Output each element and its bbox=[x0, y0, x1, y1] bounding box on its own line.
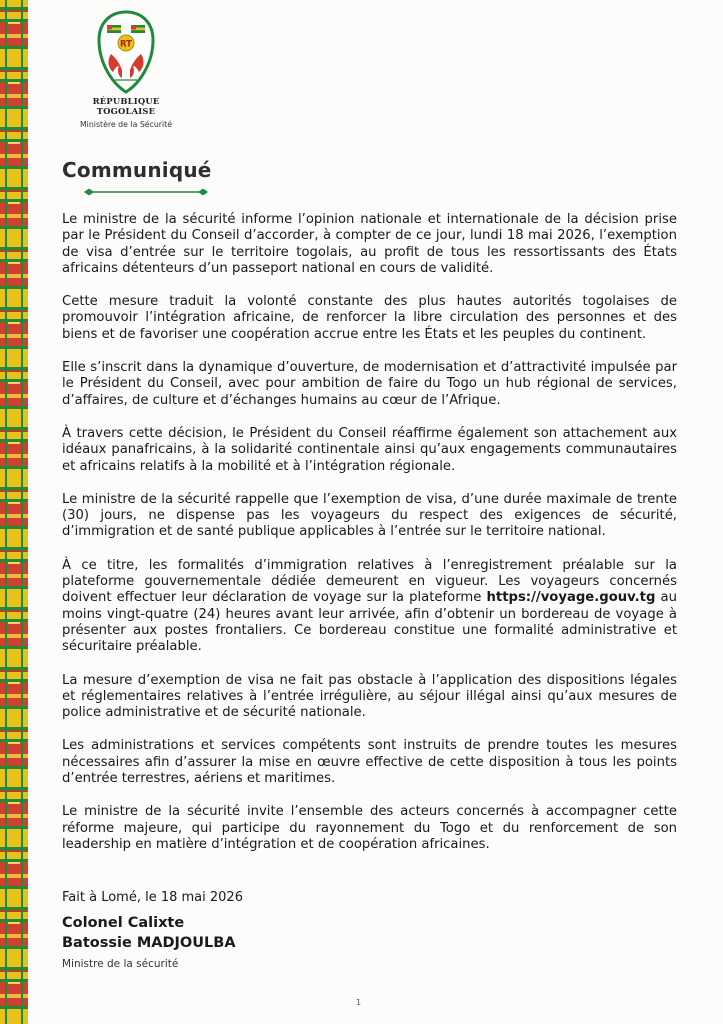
voyage-platform-link[interactable]: https://voyage.gouv.tg bbox=[486, 590, 656, 606]
country-name: RÉPUBLIQUE TOGOLAISE bbox=[92, 96, 160, 116]
signatory-line: Batossie MADJOULBA bbox=[62, 935, 236, 951]
paragraph: Les administrations et services compétents sont instruits de prendre toutes les mesures nécessaires afin d’assurer la mise en œuvre effective de cette disposition à tous les points d’entrée terrestres, aériens et maritimes. bbox=[62, 738, 677, 787]
paragraph: À travers cette décision, le Président du Conseil réaffirme également son attachement aux idéaux panafricains, à la solidarité continentale ainsi qu’aux engagements communautaires et africains relatifs à la mobilité et à l’intégration régionale. bbox=[62, 425, 677, 474]
paragraph: Cette mesure traduit la volonté constante des plus hautes autorités togolaises de promouvoir l’intégration africaine, de renforcer la libre circulation des personnes et des biens et de favoriser une coopération accrue entre les États et les peuples du continent. bbox=[62, 294, 677, 342]
paragraph: Le ministre de la sécurité invite l’ensemble des acteurs concernés à accompagner cette réforme majeure, qui participe du rayonnement du Togo et du renforcement de son leadership en matière d’intégration et de coopération africaines. bbox=[62, 804, 677, 852]
page-title: Communiqué bbox=[62, 158, 212, 182]
paragraph: Le ministre de la sécurité rappelle que l’exemption de visa, d’une durée maximale de trente (30) jours, ne dispense pas les voyageurs du respect des exigences de sécurité, d’immigration et de santé publique applicables à l’entrée sur le territoire national. bbox=[62, 491, 677, 540]
paragraph-with-link bbox=[62, 558, 677, 656]
communique-body bbox=[62, 212, 677, 853]
paragraph: La mesure d’exemption de visa ne fait pas obstacle à l’application des dispositions légales et réglementaires relatives à l’entrée irrégulière, au séjour illégal ainsi qu’aux mesures de police administrative et de sécurité nationale. bbox=[62, 672, 677, 721]
letterhead bbox=[64, 10, 188, 129]
signatory-title: Ministre de la sécurité bbox=[62, 958, 179, 970]
ministry-name: Ministère de la Sécurité bbox=[79, 120, 173, 129]
paragraph-text: À ce titre, les formalités d’immigration relatives à l’enregistrement préalable sur la plateforme gouvernementale dédiée demeurent en vigueur. Les voyageurs concernés doivent effectuer leur déclaration de voyage sur la plateforme bbox=[62, 557, 677, 606]
paragraph: Elle s’inscrit dans la dynamique d’ouverture, de modernisation et d’attractivité impulsée par le Président du Conseil, avec pour ambition de faire du Togo un hub régional de services, d’affaires, de culture et d’échanges humains au cœur de l’Afrique. bbox=[62, 360, 677, 408]
title-divider bbox=[84, 186, 208, 198]
page-number: 1 bbox=[356, 998, 362, 1007]
paragraph-text: au moins vingt-quatre (24) heures avant leur arrivée, afin d’obtenir un bordereau de voyage à présenter aux postes frontaliers. Ce bordereau constitue une formalité administrative et sécuritaire préalable. bbox=[62, 590, 677, 655]
paragraph: Le ministre de la sécurité informe l’opinion nationale et internationale de la décision prise par le Président du Conseil d’accorder, à compter de ce jour, lundi 18 mai 2026, l’exemption de visa d’entrée sur le territoire togolais, au profit de tous les ressortissants des États africains détenteurs d’un passeport national en cours de validité. bbox=[62, 212, 677, 276]
coat-of-arms-icon bbox=[95, 10, 157, 94]
place-date: Fait à Lomé, le 18 mai 2026 bbox=[62, 890, 243, 905]
svg-text:RT: RT bbox=[120, 39, 132, 50]
signatory-name bbox=[62, 913, 236, 953]
signatory-line: Colonel Calixte bbox=[62, 915, 185, 931]
kente-border bbox=[0, 0, 28, 1024]
